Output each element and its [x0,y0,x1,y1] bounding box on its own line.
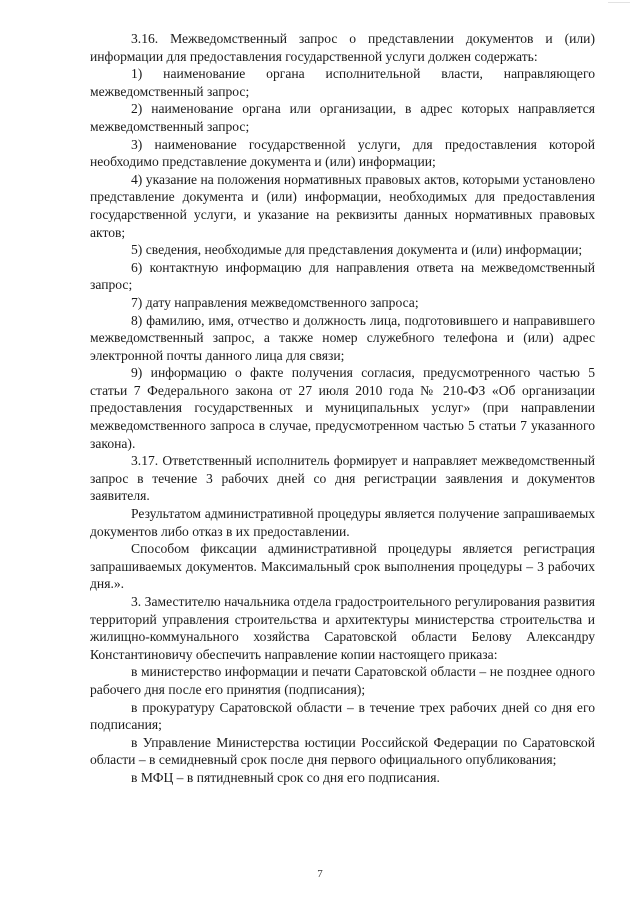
paragraph-3-17: 3.17. Ответственный исполнитель формирует и направляет межведомственный запрос в течение 3 рабочих дней со дня регистрации заявления и документов заявителя. [90,453,595,504]
paragraph-fixation: Способом фиксации административной процедуры является регистрация запрашиваемых документов. Максимальный срок выполнения процедуры – 3 рабочих дня.». [90,541,595,592]
list-item-1: 1) наименование органа исполнительной власти, направляющего межведомственный запрос; [90,66,595,99]
page-number: 7 [317,868,323,880]
list-item-4: 4) указание на положения нормативных правовых актов, которыми установлено представление документа и (или) информации, необходимых для предоставления государственной услуги, и указание на реквизиты данных нормативных правовых актов; [90,171,595,240]
list-item-6: 6) контактную информацию для направления ответа на межведомственный запрос; [90,259,595,293]
list-item-8: 8) фамилию, имя, отчество и должность лица, подготовившего и направившего межведомственный запрос, а также номер служебного телефона и (или) адрес электронной почты данного лица для связи; [90,312,595,363]
recipient-prosecutor: в прокуратуру Саратовской области – в течение трех рабочих дней со дня его подписания; [90,699,595,733]
list-item-5: 5) сведения, необходимые для представления документа и (или) информации; [131,242,583,258]
list-item-7: 7) дату направления межведомственного запроса; [131,294,419,310]
paragraph-3-deputy: 3. Заместителю начальника отдела градостроительного регулирования развития территорий управления строительства и архитектуры министерства строительства и жилищно-коммунального хозяйства Саратовской области Белову Александру Константиновичу обеспечить направление копии настоящего приказа: [90,594,595,662]
recipient-ministry-information: в министерство информации и печати Саратовской области – не позднее одного рабочего дня после его принятия (подписания); [90,664,595,697]
list-item-3: 3) наименование государственной услуги, для предоставления которой необходимо представление документа и (или) информации; [90,136,595,170]
recipient-justice-ministry: в Управление Министерства юстиции Российской Федерации по Саратовской области – в семидневный срок после дня первого официального опубликования; [90,734,595,768]
paragraph-result: Результатом административной процедуры является получение запрашиваемых документов либо отказ в их предоставлении. [90,506,595,539]
document-page [90,30,595,787]
recipient-mfc: в МФЦ – в пятидневный срок со дня его подписания. [131,769,440,785]
paragraph-3-16-intro: 3.16. Межведомственный запрос о представлении документов и (или) информации для предоставления государственной услуги должен содержать: [90,31,595,64]
list-item-2: 2) наименование органа или организации, в адрес которых направляется межведомственный запрос; [90,101,595,134]
list-item-9: 9) информацию о факте получения согласия, предусмотренного частью 5 статьи 7 Федерального закона от 27 июля 2010 года № 210-ФЗ «Об организации предоставления государственных и муниципальных услуг» (при направлении межведомственного запроса в случае, предусмотренном частью 5 статьи 7 указанного закона). [90,365,595,451]
scan-corner-mark [608,2,630,7]
